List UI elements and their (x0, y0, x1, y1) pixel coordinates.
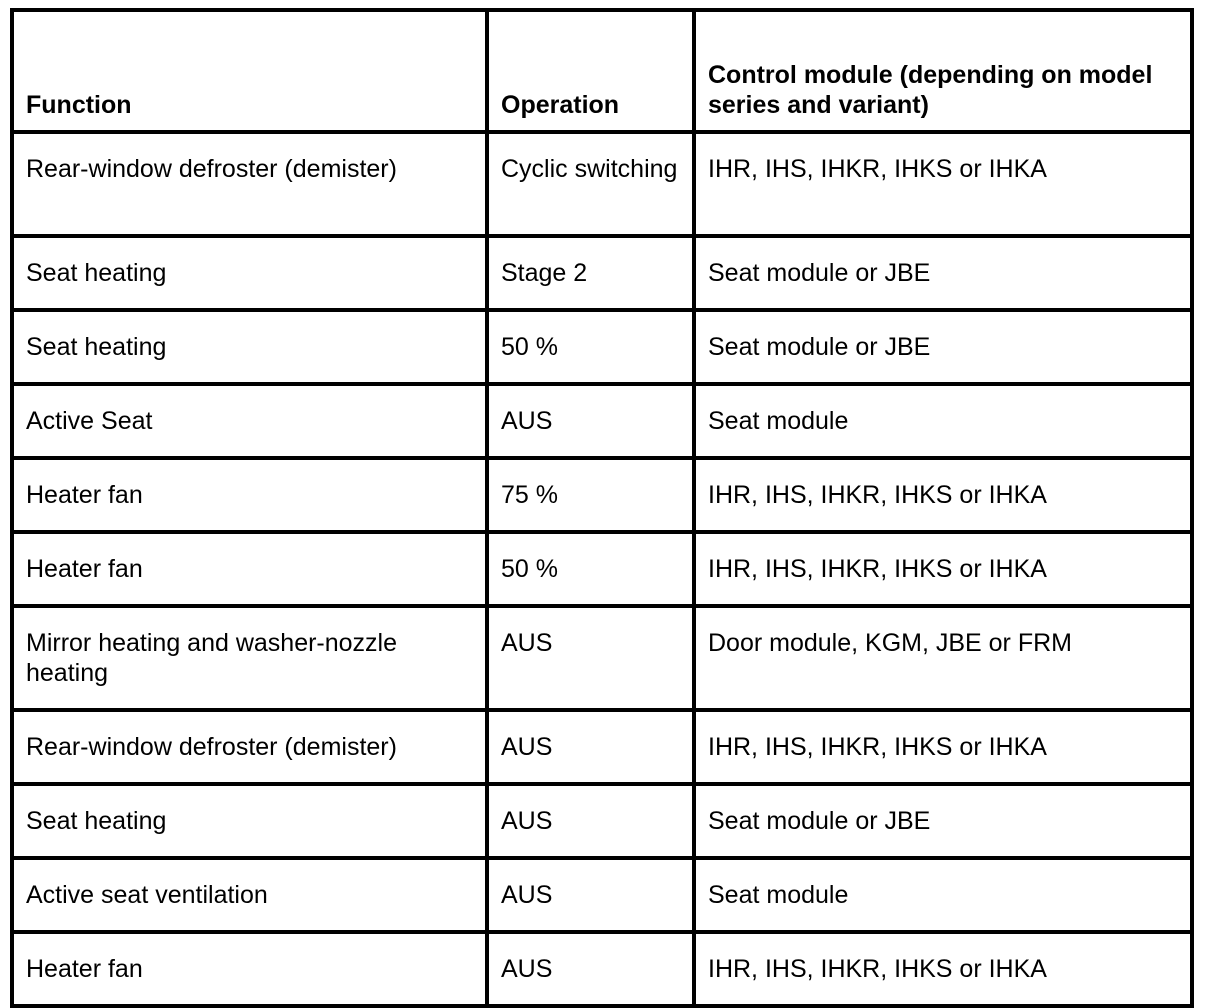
cell-control-module: IHR, IHS, IHKR, IHKS or IHKA (694, 132, 1192, 236)
cell-operation: AUS (487, 710, 694, 784)
cell-function: Rear-window defroster (demister) (12, 710, 487, 784)
cell-operation: AUS (487, 784, 694, 858)
table-row (12, 606, 1192, 710)
header-operation: Operation (487, 10, 694, 132)
table-row (12, 932, 1192, 1006)
cell-function: Seat heating (12, 784, 487, 858)
cell-control-module: Seat module (694, 858, 1192, 932)
function-table (10, 8, 1194, 1008)
table-row (12, 132, 1192, 236)
table-row (12, 858, 1192, 932)
cell-operation: AUS (487, 858, 694, 932)
cell-control-module: Door module, KGM, JBE or FRM (694, 606, 1192, 710)
table-row (12, 784, 1192, 858)
cell-function: Active seat ventilation (12, 858, 487, 932)
cell-control-module: IHR, IHS, IHKR, IHKS or IHKA (694, 932, 1192, 1006)
cell-control-module: Seat module (694, 384, 1192, 458)
cell-control-module: Seat module or JBE (694, 310, 1192, 384)
cell-control-module: IHR, IHS, IHKR, IHKS or IHKA (694, 710, 1192, 784)
table-row (12, 384, 1192, 458)
cell-function: Heater fan (12, 532, 487, 606)
cell-control-module: IHR, IHS, IHKR, IHKS or IHKA (694, 458, 1192, 532)
cell-control-module: Seat module or JBE (694, 784, 1192, 858)
table-row (12, 236, 1192, 310)
header-control-module: Control module (depending on model series and variant) (694, 10, 1192, 132)
table-row (12, 458, 1192, 532)
cell-operation: AUS (487, 606, 694, 710)
cell-operation: 50 % (487, 532, 694, 606)
cell-control-module: IHR, IHS, IHKR, IHKS or IHKA (694, 532, 1192, 606)
cell-operation: AUS (487, 932, 694, 1006)
table-header-row (12, 10, 1192, 132)
cell-function: Heater fan (12, 932, 487, 1006)
cell-control-module: Seat module or JBE (694, 236, 1192, 310)
cell-function: Mirror heating and washer-nozzle heating (12, 606, 487, 710)
cell-operation: AUS (487, 384, 694, 458)
header-function: Function (12, 10, 487, 132)
cell-function: Active Seat (12, 384, 487, 458)
cell-operation: Cyclic switching (487, 132, 694, 236)
table-row (12, 532, 1192, 606)
cell-function: Seat heating (12, 236, 487, 310)
cell-function: Seat heating (12, 310, 487, 384)
cell-function: Rear-window defroster (demister) (12, 132, 487, 236)
cell-operation: 75 % (487, 458, 694, 532)
table-row (12, 710, 1192, 784)
cell-operation: Stage 2 (487, 236, 694, 310)
table-row (12, 310, 1192, 384)
cell-operation: 50 % (487, 310, 694, 384)
cell-function: Heater fan (12, 458, 487, 532)
